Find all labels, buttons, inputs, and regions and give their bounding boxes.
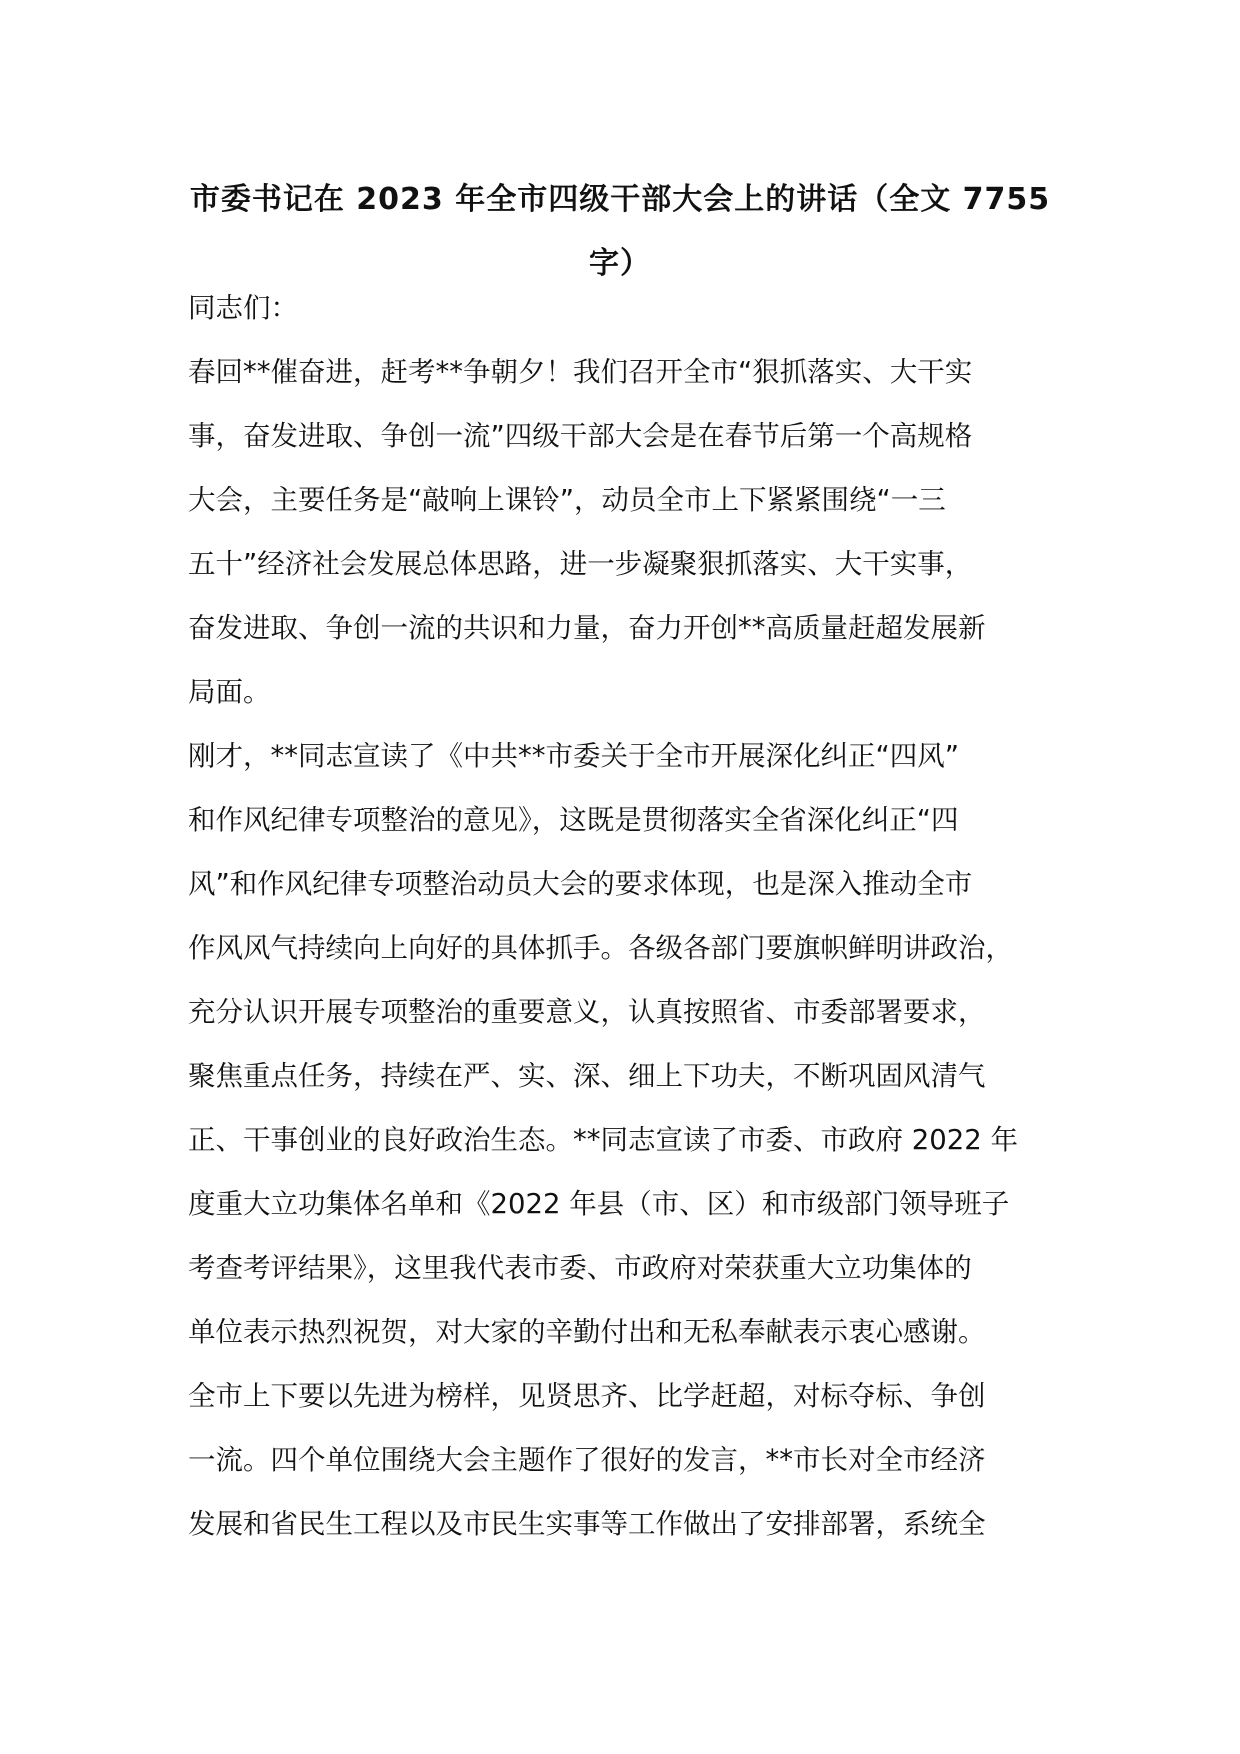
salutation: 同志们： — [188, 292, 298, 324]
title-line: 市委书记在 2023 年全市四级干部大会上的讲话（全文 7755 — [189, 182, 1051, 217]
text-line: 充分认识开展专项整治的重要意义，认真按照省、市委部署要求， — [188, 996, 986, 1028]
text-line: 奋发进取、争创一流的共识和力量，奋力开创**高质量赶超发展新 — [188, 612, 986, 644]
text-line: 度重大立功集体名单和《2022 年县（市、区）和市级部门领导班子 — [188, 1188, 1010, 1220]
text-line: 聚焦重点任务，持续在严、实、深、细上下功夫，不断巩固风清气 — [188, 1060, 986, 1092]
text-line: 正、干事创业的良好政治生态。**同志宣读了市委、市政府 2022 年 — [188, 1124, 1018, 1156]
title-line: 字） — [589, 246, 651, 281]
text-line: 事，奋发进取、争创一流”四级干部大会是在春节后第一个高规格 — [188, 420, 973, 452]
text-line: 和作风纪律专项整治的意见》，这既是贯彻落实全省深化纠正“四 — [188, 804, 959, 836]
text-line: 刚才，**同志宣读了《中共**市委关于全市开展深化纠正“四风” — [188, 740, 959, 772]
document-body — [188, 276, 1078, 1556]
text-line: 作风风气持续向上向好的具体抓手。各级各部门要旗帜鲜明讲政治， — [188, 932, 1013, 964]
text-line: 春回**催奋进，赶考**争朝夕！我们召开全市“狠抓落实、大干实 — [188, 356, 973, 388]
text-line: 发展和省民生工程以及市民生实事等工作做出了安排部署，系统全 — [188, 1508, 986, 1540]
text-line: 大会，主要任务是“敲响上课铃”，动员全市上下紧紧围绕“一三 — [188, 484, 946, 516]
text-line: 一流。四个单位围绕大会主题作了很好的发言，**市长对全市经济 — [188, 1444, 986, 1476]
text-line: 全市上下要以先进为榜样，见贤思齐、比学赶超，对标夺标、争创 — [188, 1380, 986, 1412]
text-line: 五十”经济社会发展总体思路，进一步凝聚狠抓落实、大干实事， — [188, 548, 973, 580]
text-line: 单位表示热烈祝贺，对大家的辛勤付出和无私奉献表示衷心感谢。 — [188, 1316, 986, 1348]
text-line: 局面。 — [188, 676, 271, 708]
text-line: 风”和作风纪律专项整治动员大会的要求体现，也是深入推动全市 — [188, 868, 973, 900]
text-line: 考查考评结果》，这里我代表市委、市政府对荣获重大立功集体的 — [188, 1252, 972, 1284]
